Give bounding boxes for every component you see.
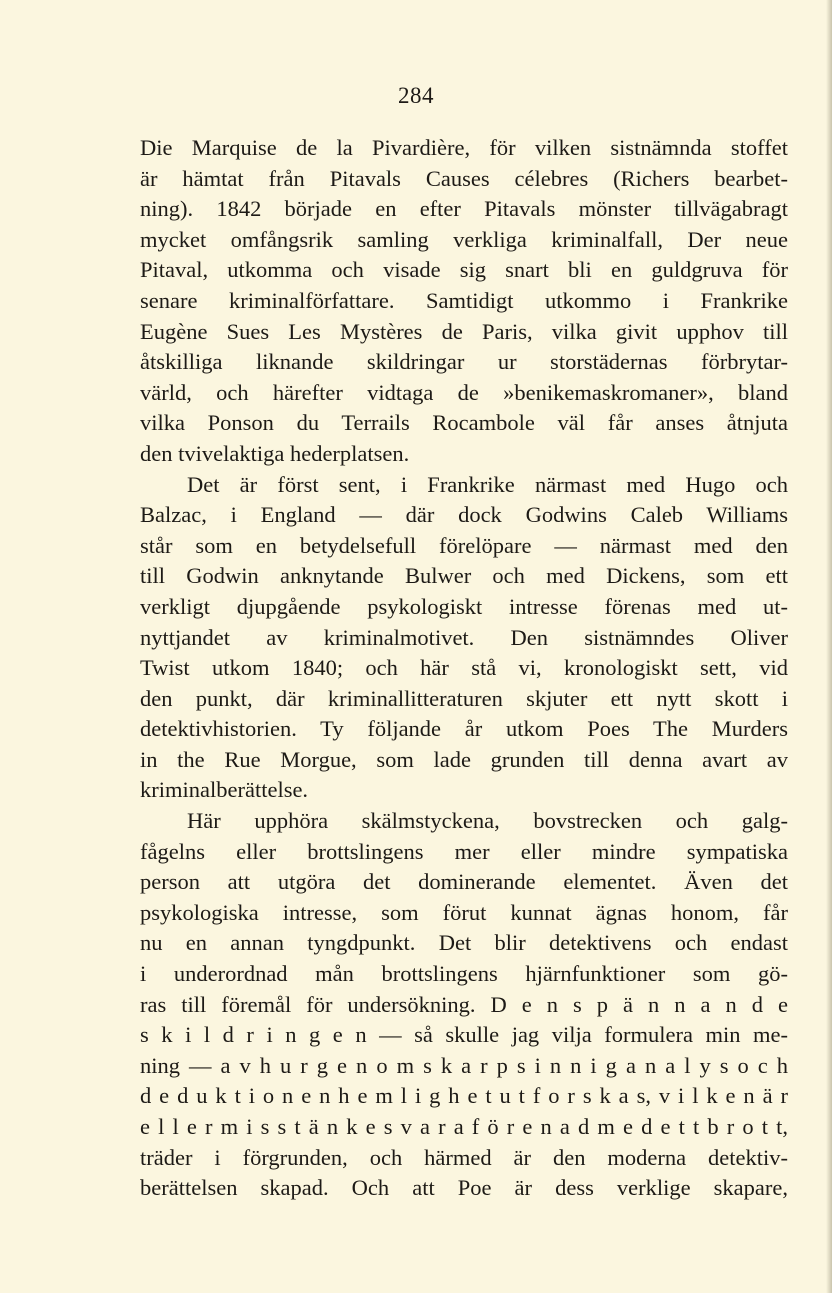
text-line: den punkt, där kriminallitteraturen skjuter ett nytt skott i xyxy=(140,685,788,711)
text-line: detektivhistorien. Ty följande år utkom Poes The Murders xyxy=(140,716,788,742)
text-line: Die Marquise de la Pivardière, för vilken sistnämnda stoffet xyxy=(140,135,788,160)
page-edge-shadow xyxy=(826,0,832,1293)
text-line: Balzac, i England — där dock Godwins Caleb Williams xyxy=(140,502,788,528)
text-line: person att utgöra det dominerande elementet. Även det xyxy=(140,869,788,895)
text-line: verkligt djupgående psykologiskt intresse förenas med ut- xyxy=(140,593,788,619)
text-line: psykologiska intresse, som förut kunnat ägnas honom, får xyxy=(140,899,788,925)
text-line: nyttjandet av kriminalmotivet. Den sistnämndes Oliver xyxy=(140,624,788,650)
text-line: in the Rue Morgue, som lade grunden till denna avart av xyxy=(140,746,788,772)
page-number: 284 xyxy=(398,83,434,108)
text-line: mycket omfångsrik samling verkliga kriminalfall, Der neue xyxy=(140,226,788,252)
text-line: står som en betydelsefull förelöpare — närmast med den xyxy=(140,532,788,558)
text-line: vilka Ponson du Terrails Rocambole väl får anses åtnjuta xyxy=(140,410,788,436)
text-line: nu en annan tyngdpunkt. Det blir detektivens och endast xyxy=(140,930,788,956)
text-line: e l l e r m i s s t ä n k e s v a r a f ö r e n a d m e d e t t b r o t t, xyxy=(140,1114,788,1139)
text-line: Det är först sent, i Frankrike närmast med Hugo och xyxy=(187,471,788,497)
text-line: senare kriminalförfattare. Samtidigt utkommo i Frankrike xyxy=(140,287,788,313)
text-line: till Godwin anknytande Bulwer och med Dickens, som ett xyxy=(140,563,788,589)
text-line: ras till föremål för undersökning. D e n s p ä n n a n d e xyxy=(140,991,788,1017)
text-line: kriminalberättelse. xyxy=(140,777,309,803)
text-line: är hämtat från Pitavals Causes célebres (Richers bearbet- xyxy=(140,165,788,191)
text-line: berättelsen skapad. Och att Poe är dess verklige skapare, xyxy=(140,1175,788,1201)
text-line: Här upphöra skälmstyckena, bovstrecken och galg- xyxy=(187,808,788,834)
text-line: värld, och härefter vidtaga de »benikemaskromaner», bland xyxy=(140,379,788,405)
text-line: ning — a v h u r g e n o m s k a r p s i n n i g a n a l y s o c h xyxy=(140,1052,788,1078)
text-line: åtskilliga liknande skildringar ur storstädernas förbrytar- xyxy=(140,349,788,375)
text-line: Pitaval, utkomma och visade sig snart bli en guldgruva för xyxy=(140,257,788,283)
text-line: i underordnad mån brottslingens hjärnfunktioner som gö- xyxy=(140,961,788,987)
text-line: s k i l d r i n g e n — så skulle jag vilja formulera min me- xyxy=(140,1022,788,1048)
text-line: ning). 1842 började en efter Pitavals mönster tillvägabragt xyxy=(140,196,788,222)
body-text xyxy=(140,133,788,1204)
text-line: Eugène Sues Les Mystères de Paris, vilka givit upphov till xyxy=(140,318,788,344)
text-line: Twist utkom 1840; och här stå vi, kronologiskt sett, vid xyxy=(140,655,788,681)
text-line: d e d u k t i o n e n h e m l i g h e t u t f o r s k a s, v i l k e n ä r xyxy=(140,1083,788,1109)
text-line: den tvivelaktiga hederplatsen. xyxy=(140,440,410,466)
text-line: fågelns eller brottslingens mer eller mindre sympatiska xyxy=(140,838,788,864)
text-line: träder i förgrunden, och härmed är den moderna detektiv- xyxy=(140,1144,788,1170)
